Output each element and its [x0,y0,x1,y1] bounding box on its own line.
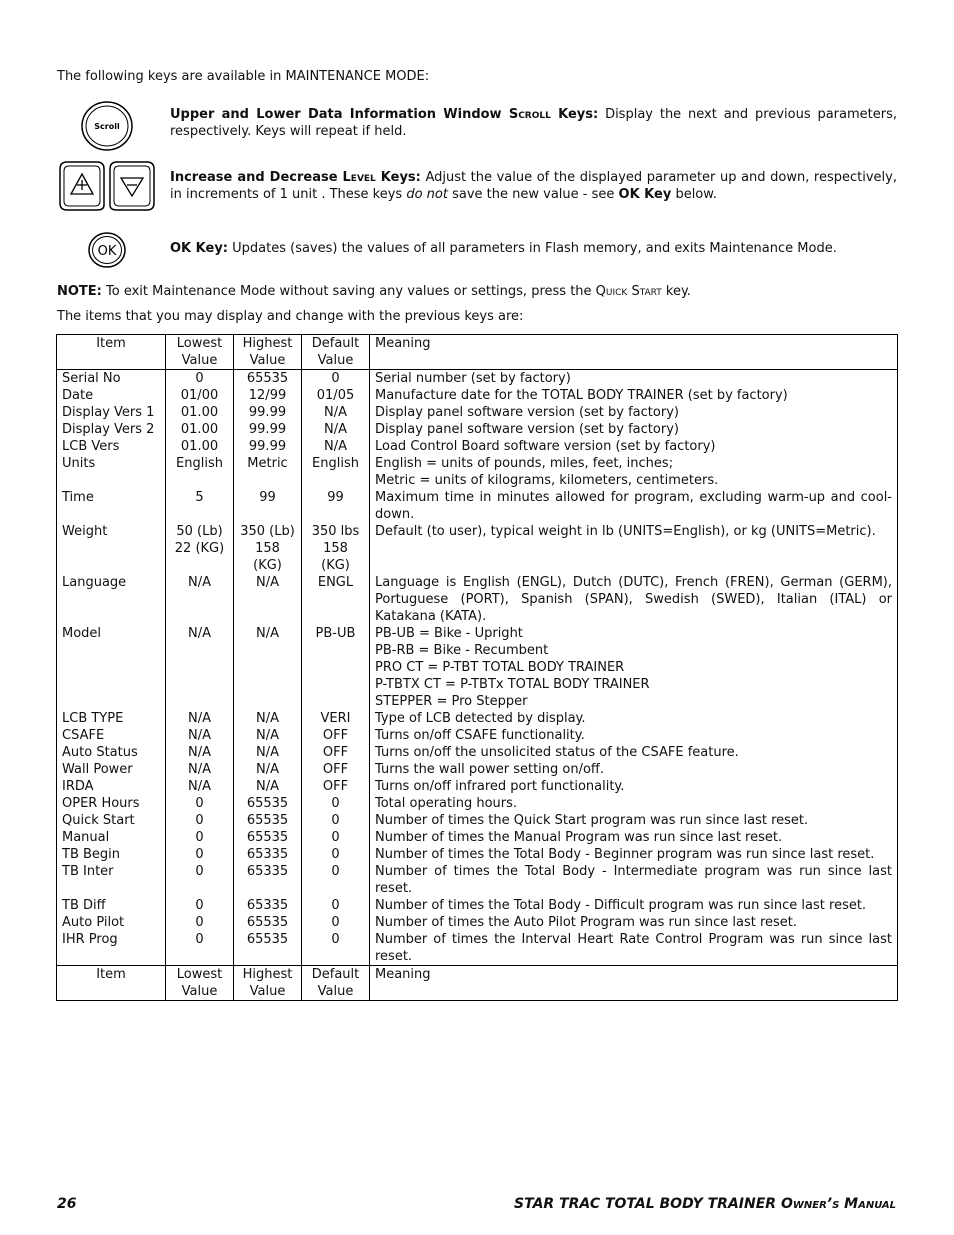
cell-lowest: N/A [166,574,234,625]
cell-item: Display Vers 1 [57,404,166,421]
cell-default: OFF [302,744,370,761]
note-text: NOTE: To exit Maintenance Mode without saving any values or settings, press the Quick Start key. [57,284,691,299]
cell-meaning: Maximum time in minutes allowed for program, excluding warm-up and cool-down. [370,489,898,523]
cell-highest: N/A [234,761,302,778]
table-row [57,489,898,523]
cell-lowest: 0 [166,795,234,812]
cell-default: N/A [302,404,370,421]
cell-meaning: Number of times the Total Body - Intermediate program was run since last reset. [370,863,898,897]
table-row [57,829,898,846]
table-row [57,421,898,438]
table-row [57,438,898,455]
table-row [57,914,898,931]
cell-item: IRDA [57,778,166,795]
ok-key-description: OK Key: Updates (saves) the values of all parameters in Flash memory, and exits Maintenance Mode. [170,241,837,256]
cell-lowest: 01/00 [166,387,234,404]
cell-lowest: 01.00 [166,404,234,421]
cell-lowest: N/A [166,761,234,778]
cell-meaning: Load Control Board software version (set by factory) [370,438,898,455]
header-default: Default Value [302,335,370,370]
cell-default: 0 [302,863,370,897]
cell-meaning: Serial number (set by factory) [370,370,898,388]
cell-meaning: Turns the wall power setting on/off. [370,761,898,778]
cell-meaning: Number of times the Total Body - Beginner program was run since last reset. [370,846,898,863]
cell-default: 99 [302,489,370,523]
cell-meaning: Number of times the Manual Program was run since last reset. [370,829,898,846]
intro-text: The following keys are available in MAINTENANCE MODE: [57,69,430,84]
cell-lowest: 0 [166,914,234,931]
table-row [57,931,898,966]
table-footer-header-row [57,966,898,1001]
footer-header-default: Default Value [302,966,370,1001]
header-item: Item [57,335,166,370]
cell-meaning: Turns on/off the unsolicited status of the CSAFE feature. [370,744,898,761]
cell-highest: 65535 [234,795,302,812]
cell-highest: 65535 [234,370,302,388]
cell-item: TB Begin [57,846,166,863]
scroll-key-icon [80,100,134,152]
cell-default: OFF [302,761,370,778]
cell-item: Time [57,489,166,523]
footer-header-lowest: Lowest Value [166,966,234,1001]
cell-lowest: 5 [166,489,234,523]
header-lowest: Lowest Value [166,335,234,370]
cell-highest: 99 [234,489,302,523]
cell-meaning: Number of times the Quick Start program was run since last reset. [370,812,898,829]
footer-header-meaning: Meaning [370,966,898,1001]
table-row [57,387,898,404]
table-row [57,574,898,625]
cell-default: 0 [302,795,370,812]
cell-item: Quick Start [57,812,166,829]
cell-lowest: 0 [166,370,234,388]
cell-highest: 65335 [234,846,302,863]
cell-lowest: English [166,455,234,489]
cell-lowest: 01.00 [166,438,234,455]
table-row [57,727,898,744]
cell-meaning: Number of times the Interval Heart Rate Control Program was run since last reset. [370,931,898,966]
cell-lowest: N/A [166,778,234,795]
cell-item: Model [57,625,166,710]
cell-item: TB Diff [57,897,166,914]
cell-lowest: 0 [166,812,234,829]
cell-default: 0 [302,914,370,931]
cell-highest: N/A [234,727,302,744]
cell-highest: 65535 [234,914,302,931]
cell-highest: 65535 [234,829,302,846]
cell-item: TB Inter [57,863,166,897]
cell-item: Manual [57,829,166,846]
cell-highest: 12/99 [234,387,302,404]
table-row [57,863,898,897]
cell-meaning: Manufacture date for the TOTAL BODY TRAINER (set by factory) [370,387,898,404]
cell-highest: 65335 [234,863,302,897]
cell-default: 0 [302,829,370,846]
footer-header-highest: Highest Value [234,966,302,1001]
cell-meaning: Display panel software version (set by factory) [370,404,898,421]
header-highest: Highest Value [234,335,302,370]
cell-default: 0 [302,370,370,388]
table-row [57,795,898,812]
cell-default: 350 lbs 158 (KG) [302,523,370,574]
cell-highest: 99.99 [234,438,302,455]
cell-default: 0 [302,897,370,914]
cell-meaning: Total operating hours. [370,795,898,812]
cell-meaning: Number of times the Total Body - Difficult program was run since last reset. [370,897,898,914]
cell-lowest: N/A [166,710,234,727]
cell-highest: Metric [234,455,302,489]
table-row [57,846,898,863]
cell-highest: 99.99 [234,404,302,421]
table-row [57,404,898,421]
scroll-keys-description: Upper and Lower Data Information Window Scroll Keys: Display the next and previous parameters, respectively. Keys will repeat if held. [170,107,898,139]
cell-lowest: 50 (Lb) 22 (KG) [166,523,234,574]
cell-default: N/A [302,438,370,455]
ok-key-icon [87,231,127,269]
footer-header-item: Item [57,966,166,1001]
cell-meaning: Type of LCB detected by display. [370,710,898,727]
cell-default: OFF [302,727,370,744]
cell-default: VERI [302,710,370,727]
table-row [57,778,898,795]
table-row [57,897,898,914]
cell-item: OPER Hours [57,795,166,812]
table-row [57,370,898,388]
cell-item: Auto Status [57,744,166,761]
cell-default: 0 [302,931,370,966]
cell-item: Date [57,387,166,404]
cell-default: 01/05 [302,387,370,404]
cell-meaning: Language is English (ENGL), Dutch (DUTC), French (FREN), German (GERM), Portuguese (PORT), Spanish (SPAN), Swedish (SWED), Italian (ITAL) or Katakana (KATA). [370,574,898,625]
table-row [57,625,898,710]
cell-item: Weight [57,523,166,574]
cell-default: N/A [302,421,370,438]
cell-meaning: Default (to user), typical weight in lb (UNITS=English), or kg (UNITS=Metric). [370,523,898,574]
cell-lowest: N/A [166,727,234,744]
table-row [57,455,898,489]
cell-highest: 65335 [234,897,302,914]
cell-item: LCB TYPE [57,710,166,727]
cell-lowest: 0 [166,863,234,897]
ok-key-label: OK [97,244,117,259]
cell-meaning: Display panel software version (set by factory) [370,421,898,438]
table-row [57,523,898,574]
cell-lowest: N/A [166,625,234,710]
cell-default: OFF [302,778,370,795]
scroll-key-label: Scroll [94,122,120,131]
cell-meaning: Turns on/off infrared port functionality. [370,778,898,795]
cell-item: LCB Vers [57,438,166,455]
cell-meaning: English = units of pounds, miles, feet, inches; Metric = units of kilograms, kilometers, centimeters. [370,455,898,489]
table-row [57,761,898,778]
cell-lowest: 0 [166,846,234,863]
cell-item: Serial No [57,370,166,388]
manual-title: STAR TRAC TOTAL BODY TRAINER Owner’s Manual [514,1196,896,1212]
cell-highest: 65535 [234,812,302,829]
cell-default: 0 [302,812,370,829]
cell-highest: 350 (Lb) 158 (KG) [234,523,302,574]
cell-highest: N/A [234,778,302,795]
cell-highest: N/A [234,710,302,727]
table-row [57,710,898,727]
table-row [57,812,898,829]
cell-meaning: Number of times the Auto Pilot Program was run since last reset. [370,914,898,931]
cell-lowest: 0 [166,897,234,914]
cell-meaning: Turns on/off CSAFE functionality. [370,727,898,744]
cell-lowest: N/A [166,744,234,761]
cell-lowest: 0 [166,829,234,846]
level-keys-description: Increase and Decrease Level Keys: Adjust the value of the displayed parameter up and down, respectively, in increments of 1 unit . These keys do not save the new value - see OK Key below. [170,170,897,202]
cell-highest: 99.99 [234,421,302,438]
items-intro-text: The items that you may display and change with the previous keys are: [57,309,524,324]
maintenance-parameters-table [56,334,898,1001]
cell-item: IHR Prog [57,931,166,966]
cell-default: 0 [302,846,370,863]
cell-highest: N/A [234,574,302,625]
cell-item: Language [57,574,166,625]
cell-lowest: 01.00 [166,421,234,438]
page-number: 26 [57,1196,77,1212]
cell-default: ENGL [302,574,370,625]
cell-lowest: 0 [166,931,234,966]
header-meaning: Meaning [370,335,898,370]
cell-default: English [302,455,370,489]
cell-item: CSAFE [57,727,166,744]
cell-item: Auto Pilot [57,914,166,931]
cell-meaning: PB-UB = Bike - Upright PB-RB = Bike - Recumbent PRO CT = P-TBT TOTAL BODY TRAINER P-TBTX CT = P-TBTx TOTAL BODY TRAINER STEPPER = Pro Stepper [370,625,898,710]
cell-highest: 65535 [234,931,302,966]
cell-highest: N/A [234,744,302,761]
cell-default: PB-UB [302,625,370,710]
cell-item: Display Vers 2 [57,421,166,438]
level-keys-icon [57,159,157,213]
cell-item: Units [57,455,166,489]
table-header-row [57,335,898,370]
table-row [57,744,898,761]
cell-item: Wall Power [57,761,166,778]
cell-highest: N/A [234,625,302,710]
